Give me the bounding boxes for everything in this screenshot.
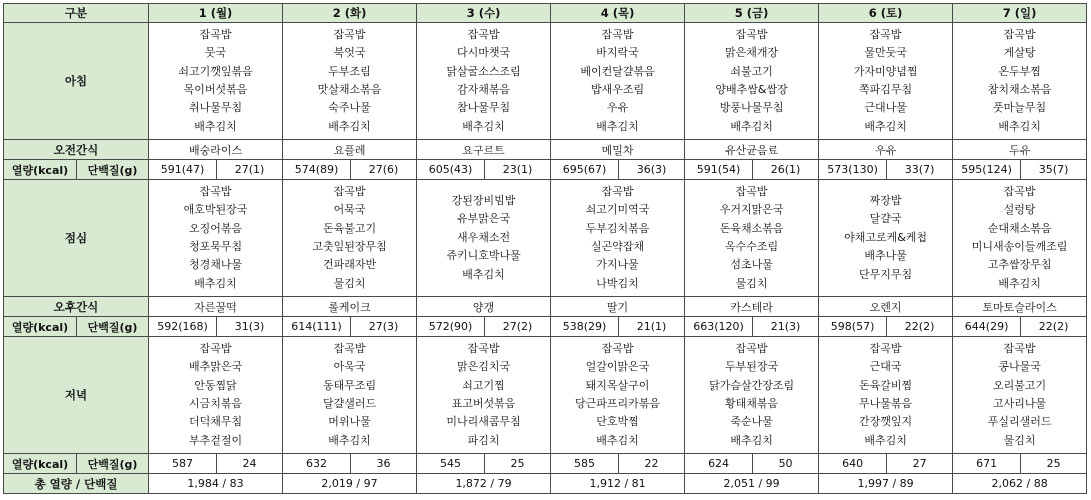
menu-item: 숙주나물 <box>328 101 371 115</box>
menu-item: 우유 <box>606 101 629 115</box>
kcal-value: 671 <box>953 454 1021 474</box>
total-value: 1,872 / 79 <box>417 474 551 494</box>
nutrition3-row <box>4 454 1087 474</box>
kcal-value: 605(43) <box>417 160 485 180</box>
menu-item: 잡곡밥 <box>467 27 500 41</box>
weekly-menu-table <box>3 3 1087 494</box>
menu-item: 황태채볶음 <box>725 397 779 410</box>
menu-item: 푸실리샐러드 <box>987 415 1052 429</box>
nutrition-label <box>4 160 149 180</box>
lunch-menu-cell <box>685 180 819 297</box>
day-header: 6 (토) <box>819 4 953 23</box>
protein-value: 22(2) <box>887 317 953 337</box>
menu-item: 잡곡밥 <box>601 184 634 198</box>
morning_snack-item: 두유 <box>953 140 1087 160</box>
menu-item: 가지나물 <box>596 258 639 272</box>
menu-item: 근대국 <box>869 360 902 374</box>
nutrition-label <box>4 317 149 337</box>
menu-item: 감자채볶음 <box>456 83 511 96</box>
menu-item: 배추김치 <box>596 433 639 447</box>
breakfast-menu-cell <box>819 23 953 140</box>
menu-item: 배추김치 <box>194 276 237 290</box>
lunch-menu-cell <box>417 180 551 297</box>
protein-value: 27(6) <box>351 160 417 180</box>
menu-item: 맑은채개장 <box>725 46 779 60</box>
kcal-value: 591(54) <box>685 160 753 180</box>
morning_snack-row <box>4 140 1087 160</box>
menu-item: 우거지맑은국 <box>719 203 784 217</box>
breakfast-menu-cell <box>283 23 417 140</box>
menu-item: 잡곡밥 <box>467 341 500 355</box>
dinner-menu-cell <box>417 337 551 454</box>
menu-item: 양배추쌈&쌈장 <box>715 83 788 96</box>
menu-item: 잡곡밥 <box>199 341 232 355</box>
lunch-label: 점심 <box>4 180 149 297</box>
menu-item: 배추김치 <box>462 267 505 281</box>
total-row <box>4 474 1087 494</box>
menu-item: 잡곡밥 <box>735 341 768 355</box>
kcal-label: 열량(kcal) <box>4 454 77 473</box>
kcal-label: 열량(kcal) <box>4 317 77 336</box>
breakfast-menu-cell <box>953 23 1087 140</box>
total-value: 2,019 / 97 <box>283 474 417 494</box>
menu-item: 배추김치 <box>596 119 639 133</box>
breakfast-menu-cell <box>149 23 283 140</box>
total-label: 총 열량 / 단백질 <box>4 474 149 494</box>
kcal-value: 538(29) <box>551 317 619 337</box>
menu-item: 배추나물 <box>864 249 907 263</box>
afternoon_snack-item: 오렌지 <box>819 297 953 317</box>
menu-item: 쇠고기깻잎볶음 <box>178 64 253 78</box>
menu-item: 돼지목살구이 <box>585 378 650 392</box>
menu-item: 돈육불고기 <box>322 221 377 235</box>
menu-item: 쇠고기찜 <box>462 378 505 392</box>
menu-item: 잡곡밥 <box>869 27 902 41</box>
menu-item: 더덕채무침 <box>188 415 243 429</box>
nutrition1-row <box>4 160 1087 180</box>
menu-item: 두부된장국 <box>725 360 779 374</box>
protein-label: 단백질(g) <box>87 163 138 177</box>
menu-item: 잡곡밥 <box>333 341 366 355</box>
kcal-label: 열량(kcal) <box>4 160 77 179</box>
menu-item: 온두부찜 <box>998 64 1041 78</box>
lunch-menu-cell <box>283 180 417 297</box>
afternoon_snack-item: 자른꿀떡 <box>149 297 283 317</box>
protein-value: 36(3) <box>619 160 685 180</box>
menu-item: 새우채소전 <box>456 230 511 244</box>
protein-value: 27(3) <box>351 317 417 337</box>
menu-item: 닭살굴소스조림 <box>446 64 521 78</box>
menu-item: 어묵국 <box>333 203 366 217</box>
kcal-value: 695(67) <box>551 160 619 180</box>
menu-item: 잡곡밥 <box>1003 27 1036 41</box>
lunch-menu-cell <box>551 180 685 297</box>
kcal-value: 644(29) <box>953 317 1021 337</box>
menu-item: 가자미양념찜 <box>853 64 918 78</box>
dinner-menu-cell <box>953 337 1087 454</box>
menu-item: 야채고로케&케첩 <box>844 230 928 244</box>
dinner-menu-cell <box>551 337 685 454</box>
menu-item: 콩나물국 <box>998 360 1041 374</box>
morning_snack-item: 유산균음료 <box>685 140 819 160</box>
menu-item: 건파래자반 <box>322 258 377 272</box>
menu-item: 청경채나물 <box>188 258 243 272</box>
menu-item: 잡곡밥 <box>199 184 232 198</box>
kcal-value: 614(111) <box>283 317 351 337</box>
menu-item: 쇠불고기 <box>730 64 773 78</box>
menu-item: 물김치 <box>1003 433 1036 447</box>
protein-value: 27(1) <box>217 160 283 180</box>
menu-item: 배추맑은국 <box>188 360 243 374</box>
breakfast-menu-cell <box>685 23 819 140</box>
menu-item: 미니새송이들깨조림 <box>971 240 1068 253</box>
menu-item: 잡곡밥 <box>735 184 768 198</box>
menu-item: 다시마챗국 <box>456 46 511 60</box>
menu-item: 배추김치 <box>328 119 371 133</box>
kcal-value: 595(124) <box>953 160 1021 180</box>
menu-item: 돈육갈비찜 <box>859 378 913 392</box>
afternoon_snack-item: 롤케이크 <box>283 297 417 317</box>
kcal-value: 572(90) <box>417 317 485 337</box>
day-header: 7 (일) <box>953 4 1087 23</box>
menu-item: 물김치 <box>735 276 768 290</box>
protein-value: 22 <box>619 454 685 474</box>
menu-item: 잡곡밥 <box>1003 184 1036 198</box>
kcal-value: 624 <box>685 454 753 474</box>
menu-item: 달걀국 <box>869 212 902 226</box>
menu-item: 배추김치 <box>730 433 773 447</box>
breakfast-label: 아침 <box>4 23 149 140</box>
total-value: 1,984 / 83 <box>149 474 283 494</box>
kcal-value: 592(168) <box>149 317 217 337</box>
dinner-menu-cell <box>819 337 953 454</box>
menu-item: 표고버섯볶음 <box>451 397 516 410</box>
menu-item: 잡곡밥 <box>869 341 902 355</box>
nutrition2-row <box>4 317 1087 337</box>
menu-item: 바지락국 <box>596 46 639 60</box>
menu-item: 머위나물 <box>328 415 371 429</box>
protein-label: 단백질(g) <box>87 320 138 334</box>
menu-item: 얼갈이맑은국 <box>585 360 650 374</box>
protein-value: 36 <box>351 454 417 474</box>
kcal-value: 663(120) <box>685 317 753 337</box>
protein-value: 27 <box>887 454 953 474</box>
lunch-row <box>4 180 1087 297</box>
kcal-value: 632 <box>283 454 351 474</box>
menu-item: 파김치 <box>467 433 500 447</box>
menu-item: 참치채소볶음 <box>987 83 1052 96</box>
menu-item: 맛살채소볶음 <box>317 83 382 96</box>
menu-item: 실곤약잡채 <box>590 240 645 253</box>
afternoon_snack-row <box>4 297 1087 317</box>
menu-item: 쥬키니호박나물 <box>446 249 521 263</box>
menu-item: 두부김치볶음 <box>585 221 650 235</box>
afternoon_snack-item: 딸기 <box>551 297 685 317</box>
lunch-menu-cell <box>953 180 1087 297</box>
menu-item: 간장깻잎지 <box>859 415 913 429</box>
protein-value: 25 <box>1021 454 1087 474</box>
menu-item: 나박김치 <box>596 276 639 290</box>
menu-item: 물만둣국 <box>864 46 907 60</box>
protein-value: 33(7) <box>887 160 953 180</box>
day-header: 1 (월) <box>149 4 283 23</box>
menu-item: 참나물무침 <box>456 101 511 115</box>
menu-item: 죽순나물 <box>730 415 773 429</box>
menu-item: 짜장밥 <box>869 193 902 207</box>
breakfast-menu-cell <box>417 23 551 140</box>
menu-item: 청포묵무침 <box>188 240 243 253</box>
menu-item: 두부조림 <box>328 64 371 78</box>
header-row <box>4 4 1087 23</box>
nutrition-label-box <box>4 160 148 179</box>
menu-item: 밥새우조림 <box>590 83 645 96</box>
menu-item: 고사리나물 <box>993 397 1047 410</box>
menu-item: 고추쌈장무침 <box>987 258 1052 272</box>
protein-value: 50 <box>753 454 819 474</box>
dinner-label: 저녁 <box>4 337 149 454</box>
nutrition-label-box <box>4 317 148 336</box>
kcal-value: 598(57) <box>819 317 887 337</box>
menu-item: 섬초나물 <box>730 258 773 272</box>
menu-item: 잡곡밥 <box>601 341 634 355</box>
total-value: 1,912 / 81 <box>551 474 685 494</box>
breakfast-menu-cell <box>551 23 685 140</box>
dinner-row <box>4 337 1087 454</box>
dinner-menu-cell <box>149 337 283 454</box>
dinner-menu-cell <box>283 337 417 454</box>
lunch-menu-cell <box>149 180 283 297</box>
morning_snack-item: 우유 <box>819 140 953 160</box>
menu-item: 북엇국 <box>333 46 366 60</box>
protein-value: 27(2) <box>485 317 551 337</box>
lunch-menu-cell <box>819 180 953 297</box>
menu-item: 맑은김치국 <box>456 360 511 374</box>
afternoon_snack-item: 토마토슬라이스 <box>953 297 1087 317</box>
protein-value: 22(2) <box>1021 317 1087 337</box>
menu-item: 애호박된장국 <box>183 203 248 217</box>
menu-item: 미나리새콤무침 <box>446 415 521 429</box>
menu-item: 오리불고기 <box>993 378 1047 392</box>
menu-item: 강된장비빔밥 <box>451 193 516 207</box>
menu-item: 안동찜닭 <box>194 378 237 392</box>
menu-item: 잡곡밥 <box>735 27 768 41</box>
menu-item: 배추김치 <box>998 119 1041 133</box>
menu-item: 달걀샐러드 <box>322 397 377 410</box>
menu-item: 배추김치 <box>864 433 907 447</box>
menu-item: 잡곡밥 <box>333 27 366 41</box>
menu-item: 시금치볶음 <box>188 397 243 410</box>
kcal-value: 573(130) <box>819 160 887 180</box>
menu-item: 닭가슴살간장조림 <box>709 378 795 392</box>
menu-item: 취나물무침 <box>188 101 243 115</box>
menu-item: 설렁탕 <box>1003 203 1036 217</box>
morning_snack-item: 메밀차 <box>551 140 685 160</box>
menu-item: 근대나물 <box>864 101 907 115</box>
day-header: 2 (화) <box>283 4 417 23</box>
afternoon_snack-item: 카스테라 <box>685 297 819 317</box>
menu-item: 순대채소볶음 <box>987 221 1052 235</box>
menu-item: 배추김치 <box>462 119 505 133</box>
protein-value: 21(3) <box>753 317 819 337</box>
kcal-value: 587 <box>149 454 217 474</box>
menu-item: 방풍나물무침 <box>719 101 784 115</box>
dinner-menu-cell <box>685 337 819 454</box>
menu-item: 배추김치 <box>328 433 371 447</box>
menu-item: 당근파프리카볶음 <box>575 397 661 410</box>
menu-item: 물김치 <box>333 276 366 290</box>
morning_snack-item: 요구르트 <box>417 140 551 160</box>
protein-label: 단백질(g) <box>87 457 138 471</box>
kcal-value: 574(89) <box>283 160 351 180</box>
protein-value: 23(1) <box>485 160 551 180</box>
total-value: 2,051 / 99 <box>685 474 819 494</box>
day-header: 3 (수) <box>417 4 551 23</box>
morning_snack-label: 오전간식 <box>4 140 149 160</box>
menu-item: 동태무조림 <box>322 378 377 392</box>
afternoon_snack-item: 양갱 <box>417 297 551 317</box>
protein-value: 24 <box>217 454 283 474</box>
menu-item: 배추김치 <box>194 119 237 133</box>
total-value: 1,997 / 89 <box>819 474 953 494</box>
menu-item: 돈육채소볶음 <box>719 221 784 235</box>
afternoon_snack-label: 오후간식 <box>4 297 149 317</box>
menu-item: 게살탕 <box>1003 46 1036 60</box>
menu-item: 무나물볶음 <box>859 397 913 410</box>
menu-item: 풋마늘무침 <box>993 101 1047 115</box>
nutrition-label <box>4 454 149 474</box>
protein-value: 31(3) <box>217 317 283 337</box>
menu-item: 뭇국 <box>204 46 227 60</box>
kcal-value: 640 <box>819 454 887 474</box>
menu-item: 옥수수조림 <box>725 240 779 253</box>
menu-item: 베이컨달걀볶음 <box>580 64 655 78</box>
menu-item: 잡곡밥 <box>601 27 634 41</box>
total-value: 2,062 / 88 <box>953 474 1087 494</box>
menu-item: 잡곡밥 <box>333 184 366 198</box>
menu-item: 단무지무침 <box>859 267 913 281</box>
day-header: 4 (목) <box>551 4 685 23</box>
menu-item: 목이버섯볶음 <box>183 83 248 96</box>
breakfast-row <box>4 23 1087 140</box>
nutrition-label-box <box>4 454 148 473</box>
menu-item: 잡곡밥 <box>199 27 232 41</box>
protein-value: 26(1) <box>753 160 819 180</box>
menu-item: 아욱국 <box>333 360 366 374</box>
morning_snack-item: 요플레 <box>283 140 417 160</box>
menu-item: 쇠고기미역국 <box>585 203 650 217</box>
day-header: 5 (금) <box>685 4 819 23</box>
menu-item: 배추김치 <box>998 276 1041 290</box>
kcal-value: 591(47) <box>149 160 217 180</box>
menu-item: 배추김치 <box>730 119 773 133</box>
protein-value: 35(7) <box>1021 160 1087 180</box>
protein-value: 21(1) <box>619 317 685 337</box>
menu-item: 쪽파김무침 <box>859 83 913 96</box>
menu-item: 배추김치 <box>864 119 907 133</box>
menu-item: 잡곡밥 <box>1003 341 1036 355</box>
menu-item: 부추겉절이 <box>188 433 243 447</box>
protein-value: 25 <box>485 454 551 474</box>
kcal-value: 545 <box>417 454 485 474</box>
morning_snack-item: 배숭라이스 <box>149 140 283 160</box>
menu-item: 오징어볶음 <box>188 221 243 235</box>
menu-item: 단호박찜 <box>596 415 639 429</box>
category-header: 구분 <box>4 4 149 23</box>
menu-item: 유부맑은국 <box>456 212 511 226</box>
menu-item: 고춧잎된장무침 <box>312 240 387 253</box>
kcal-value: 585 <box>551 454 619 474</box>
